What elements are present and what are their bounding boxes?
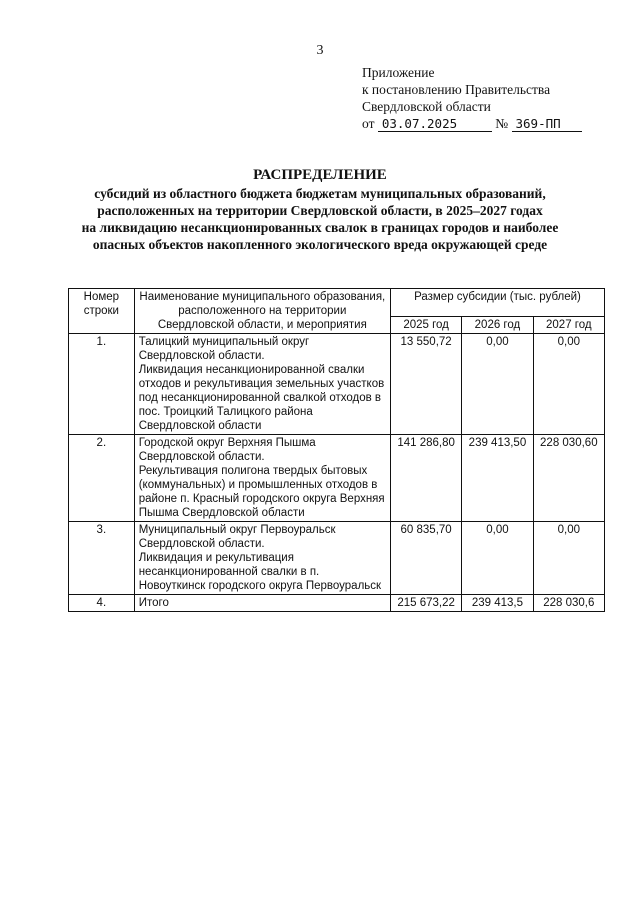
value-2025: 141 286,80 xyxy=(390,435,461,522)
row-name-cell xyxy=(134,334,390,435)
order-number: 369-ПП xyxy=(512,116,582,132)
municipality-name: Талицкий муниципальный округ Свердловской области. xyxy=(138,336,310,362)
total-2025: 215 673,22 xyxy=(390,595,461,612)
row-name-cell xyxy=(134,522,390,595)
number-prefix: № xyxy=(495,116,509,131)
annex-line-2: к постановлению Правительства xyxy=(362,82,551,97)
order-date: 03.07.2025 xyxy=(378,116,492,132)
distribution-table xyxy=(68,288,605,612)
header-year-2025: 2025 год xyxy=(390,316,461,333)
table-body xyxy=(69,334,605,612)
annex-header xyxy=(362,64,582,132)
activity-description: Рекультивация полигона твердых бытовых (коммунальных) и промышленных отходов в районе п. Красный городского округа Верхняя Пышма Свердловской области xyxy=(138,465,385,519)
value-2026: 0,00 xyxy=(462,334,533,435)
value-2027: 0,00 xyxy=(533,334,604,435)
municipality-name: Городской округ Верхняя Пышма Свердловской области. xyxy=(138,437,316,463)
activity-description: Ликвидация несанкционированной свалки отходов и рекультивация земельных участков под несанкционированной свалкой отходов в пос. Троицкий Талицкого района Свердловской области xyxy=(138,364,385,432)
title-line-2: расположенных на территории Свердловской области, в 2025–2027 годах xyxy=(97,203,543,218)
title-line-4: опасных объектов накопленного экологического вреда окружающей среде xyxy=(92,237,548,252)
header-number: Номер строки xyxy=(69,289,135,334)
total-row xyxy=(69,595,605,612)
header-year-2026: 2026 год xyxy=(462,316,533,333)
value-2025: 60 835,70 xyxy=(390,522,461,595)
document-title xyxy=(0,166,640,253)
total-number: 4. xyxy=(69,595,135,612)
header-subsidy-size: Размер субсидии (тыс. рублей) xyxy=(390,289,604,317)
annex-line-1: Приложение xyxy=(362,65,435,80)
row-name-cell xyxy=(134,435,390,522)
value-2025: 13 550,72 xyxy=(390,334,461,435)
title-line-1: субсидий из областного бюджета бюджетам муниципальных образований, xyxy=(94,186,546,201)
row-number: 3. xyxy=(69,522,135,595)
table-row xyxy=(69,522,605,595)
annex-line-3: Свердловской области xyxy=(362,99,491,114)
page-number: 3 xyxy=(316,43,324,58)
title-heading: РАСПРЕДЕЛЕНИЕ xyxy=(253,167,387,183)
activity-description: Ликвидация и рекультивация несанкционированной свалки в п. Новоуткинск городского округа Первоуральск xyxy=(138,552,382,592)
value-2026: 239 413,50 xyxy=(462,435,533,522)
total-2027: 228 030,6 xyxy=(533,595,604,612)
table-row xyxy=(69,334,605,435)
date-prefix: от xyxy=(362,116,375,131)
value-2026: 0,00 xyxy=(462,522,533,595)
value-2027: 228 030,60 xyxy=(533,435,604,522)
header-year-2027: 2027 год xyxy=(533,316,604,333)
table-row xyxy=(69,435,605,522)
order-date-number-line xyxy=(362,115,582,132)
row-number: 2. xyxy=(69,435,135,522)
value-2027: 0,00 xyxy=(533,522,604,595)
total-2026: 239 413,5 xyxy=(462,595,533,612)
row-number: 1. xyxy=(69,334,135,435)
header-name: Наименование муниципального образования, расположенного на территории Свердловской области, и мероприятия xyxy=(134,289,390,334)
total-label: Итого xyxy=(134,595,390,612)
municipality-name: Муниципальный округ Первоуральск Свердловской области. xyxy=(138,524,336,550)
title-line-3: на ликвидацию несанкционированных свалок в границах городов и наиболее xyxy=(81,220,559,235)
table-header xyxy=(69,289,605,334)
